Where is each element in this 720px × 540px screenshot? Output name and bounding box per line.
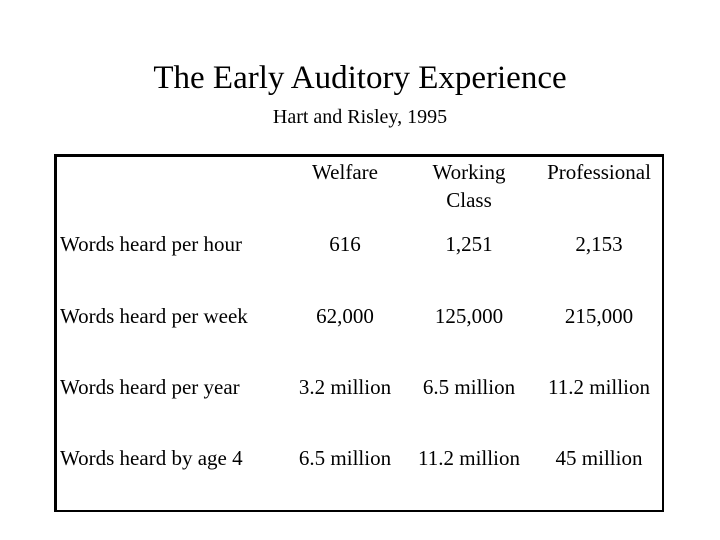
table-row bbox=[54, 440, 666, 512]
row-label: Words heard per week bbox=[60, 304, 248, 328]
cell-value: 125,000 bbox=[434, 304, 504, 328]
cell-value: 62,000 bbox=[316, 304, 374, 328]
slide-subtitle: Hart and Risley, 1995 bbox=[272, 106, 448, 128]
slide-title: The Early Auditory Experience bbox=[153, 60, 567, 96]
row-label: Words heard by age 4 bbox=[60, 446, 243, 470]
header-working-class: Working Class bbox=[432, 160, 506, 212]
cell-value: 11.2 million bbox=[548, 375, 650, 399]
table-header-row bbox=[54, 154, 666, 226]
table-row bbox=[54, 226, 666, 298]
cell-value: 11.2 million bbox=[418, 446, 520, 470]
cell-value: 2,153 bbox=[575, 232, 623, 256]
cell-value: 616 bbox=[329, 232, 361, 256]
header-empty-cell bbox=[54, 154, 284, 226]
cell-value: 1,251 bbox=[445, 232, 493, 256]
header-welfare: Welfare bbox=[312, 160, 378, 184]
row-label: Words heard per hour bbox=[60, 232, 242, 256]
cell-value: 6.5 million bbox=[298, 446, 392, 470]
table-row bbox=[54, 369, 666, 440]
table-row bbox=[54, 298, 666, 369]
cell-value: 45 million bbox=[555, 446, 643, 470]
cell-value: 3.2 million bbox=[298, 375, 392, 399]
comparison-table bbox=[54, 154, 666, 512]
cell-value: 215,000 bbox=[564, 304, 634, 328]
row-label: Words heard per year bbox=[60, 375, 240, 399]
header-professional: Professional bbox=[547, 160, 651, 184]
cell-value: 6.5 million bbox=[422, 375, 516, 399]
